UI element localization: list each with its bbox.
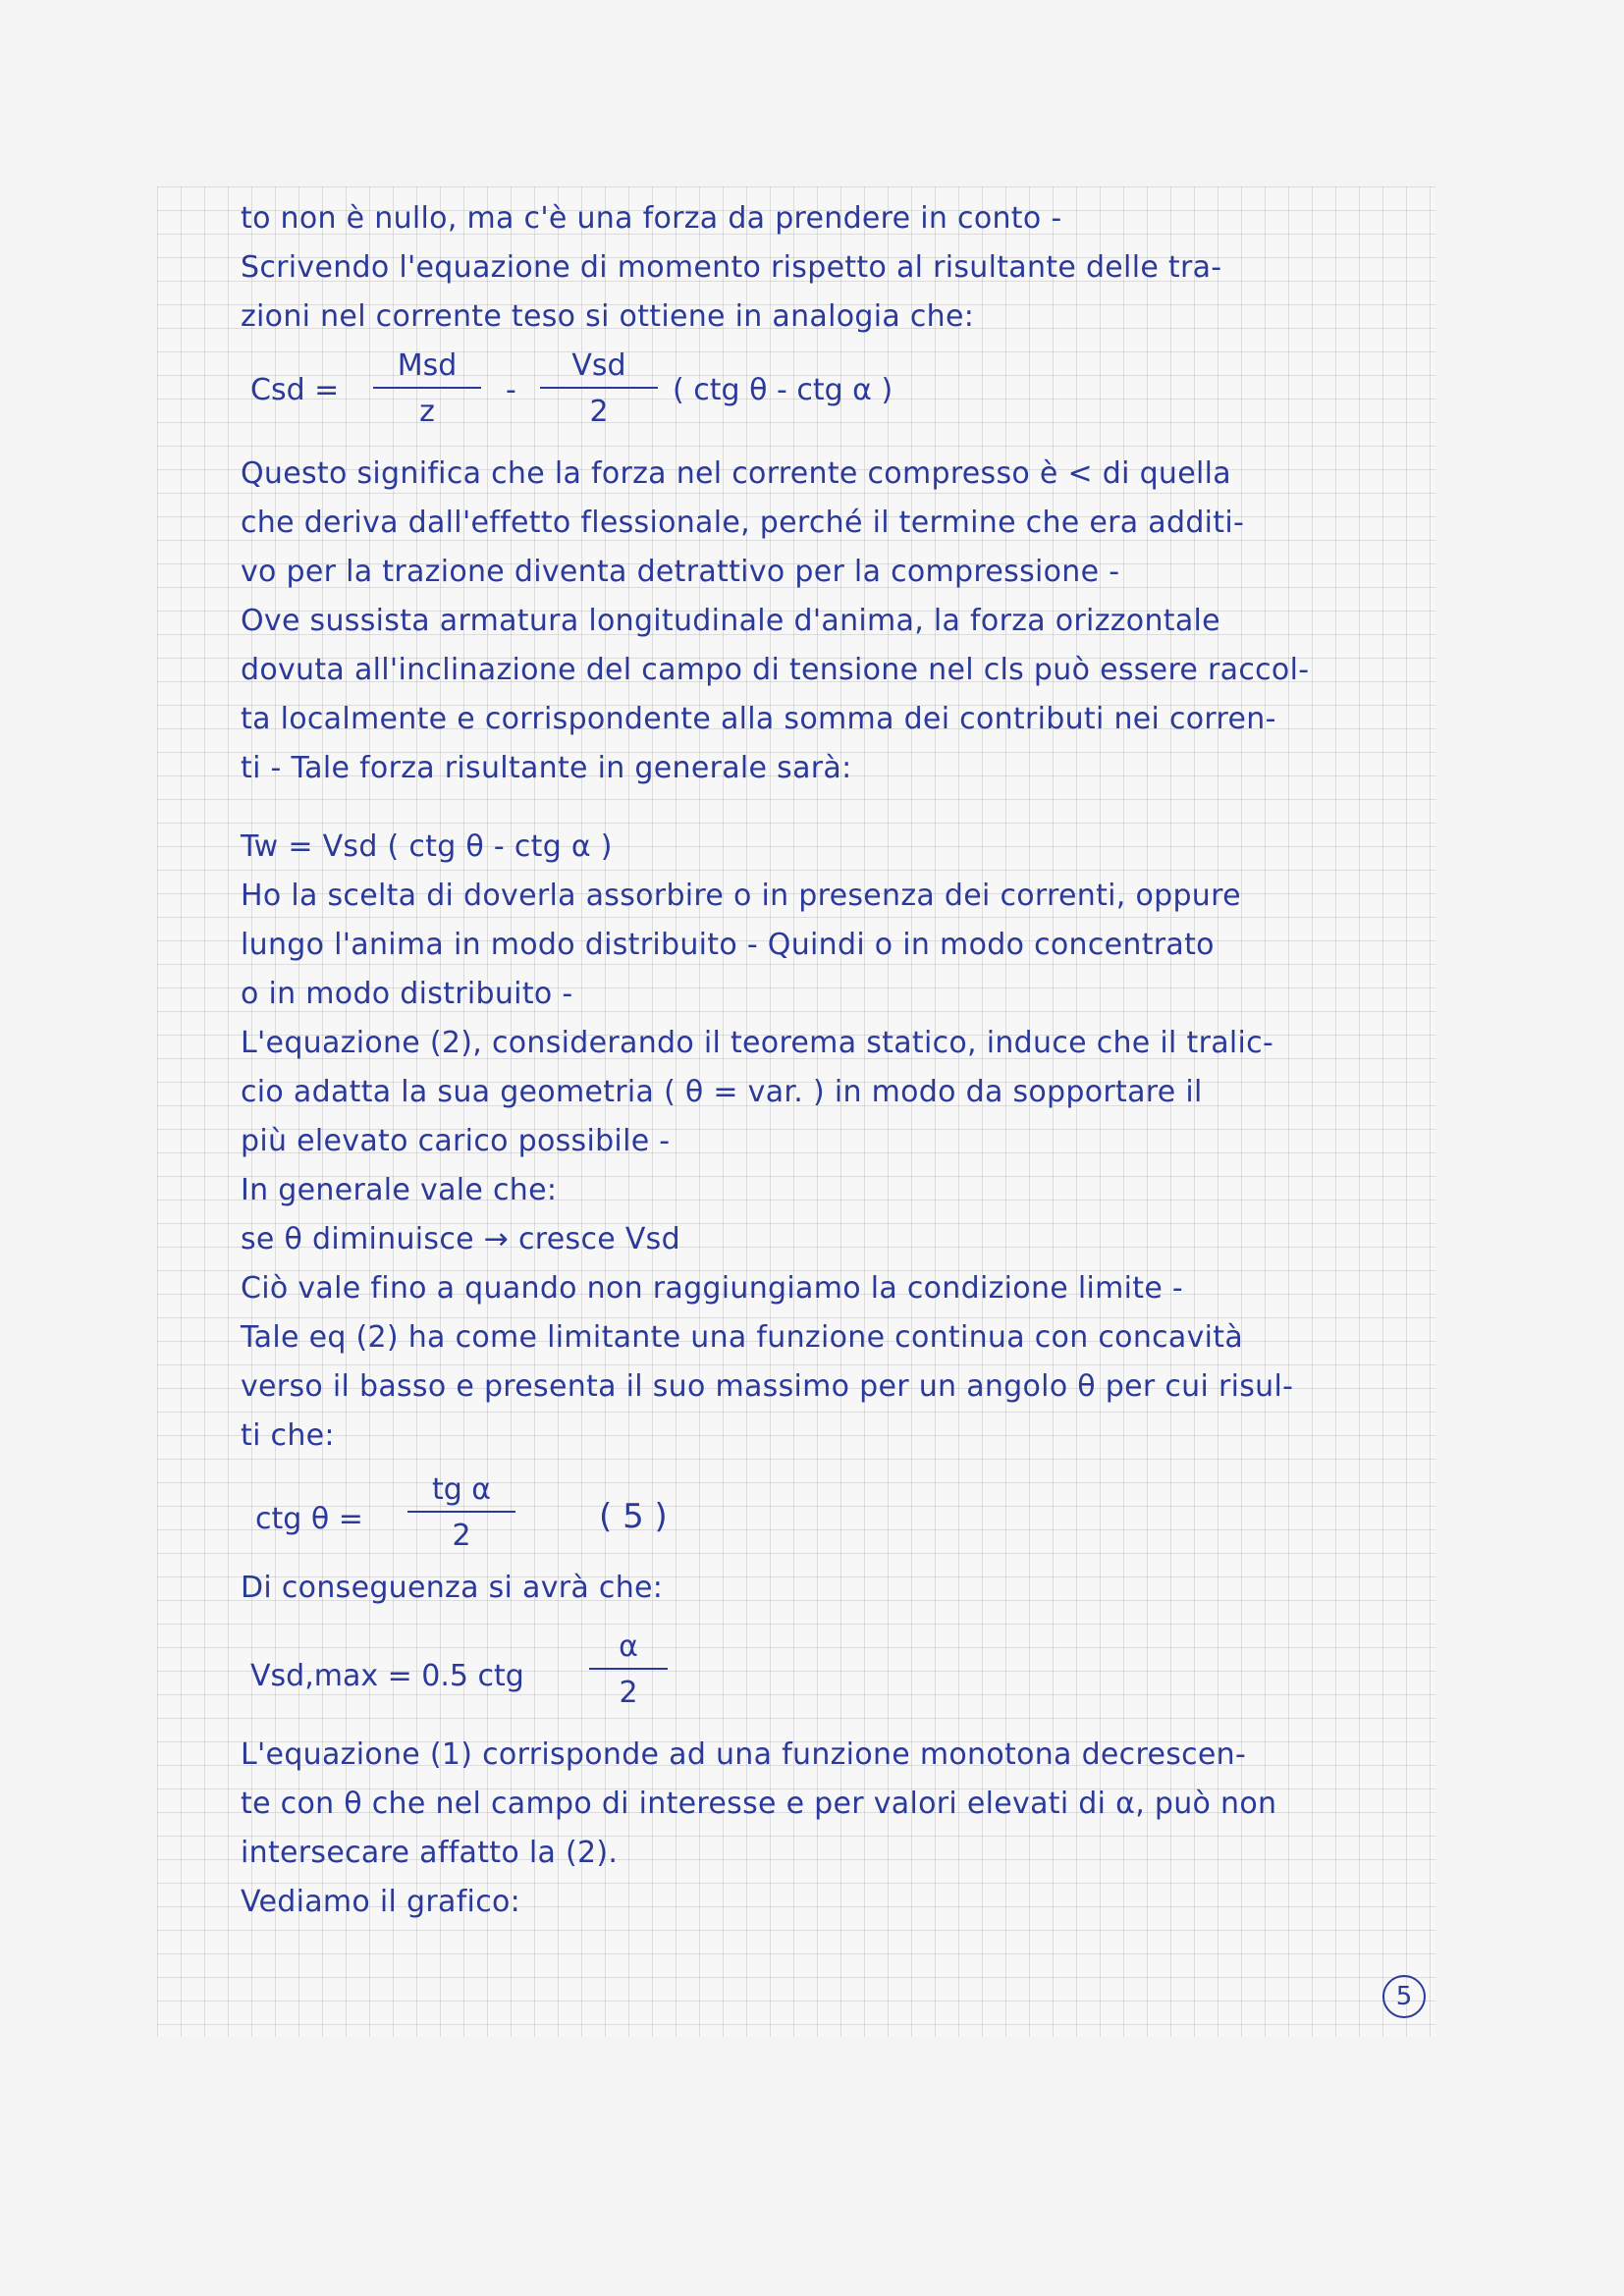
fraction-bar bbox=[540, 387, 658, 389]
denominator: 2 bbox=[589, 395, 609, 429]
text-line: In generale vale che: bbox=[241, 1173, 558, 1207]
fraction-msd-z bbox=[373, 348, 481, 429]
text-line: se θ diminuisce → cresce Vsd bbox=[241, 1222, 680, 1256]
formula-lhs: Csd = bbox=[250, 373, 340, 407]
text-line: dovuta all'inclinazione del campo di tensione nel cls può essere raccol- bbox=[241, 653, 1310, 687]
text-line: Ove sussista armatura longitudinale d'anima, la forza orizzontale bbox=[241, 604, 1220, 638]
text-line: Di conseguenza si avrà che: bbox=[241, 1571, 664, 1605]
numerator: tg α bbox=[431, 1472, 492, 1507]
equation-number: ( 5 ) bbox=[599, 1497, 668, 1536]
text-line: cio adatta la sua geometria ( θ = var. ) in modo da sopportare il bbox=[241, 1075, 1203, 1109]
text-line: zioni nel corrente teso si ottiene in analogia che: bbox=[241, 299, 975, 334]
text-line: Scrivendo l'equazione di momento rispetto al risultante delle tra- bbox=[241, 250, 1222, 285]
text-line: Ho la scelta di doverla assorbire o in presenza dei correnti, oppure bbox=[241, 879, 1241, 913]
page-number: 5 bbox=[1382, 1975, 1426, 2018]
fraction-vsd-2 bbox=[540, 348, 658, 429]
text-line: che deriva dall'effetto flessionale, perché il termine che era additi- bbox=[241, 506, 1245, 540]
fraction-bar bbox=[589, 1668, 668, 1670]
text-line: L'equazione (1) corrisponde ad una funzione monotona decrescen- bbox=[241, 1737, 1247, 1772]
fraction-bar bbox=[373, 387, 481, 389]
text-line: L'equazione (2), considerando il teorema statico, induce che il tralic- bbox=[241, 1026, 1274, 1060]
text-line: ti che: bbox=[241, 1418, 335, 1453]
fraction-tg-alpha-2 bbox=[407, 1472, 515, 1553]
text-line: Questo significa che la forza nel corrente compresso è < di quella bbox=[241, 456, 1231, 491]
formula-lhs: ctg θ = bbox=[255, 1502, 363, 1536]
fraction-bar bbox=[407, 1511, 515, 1513]
denominator: z bbox=[419, 395, 435, 429]
text-line: ta localmente e corrispondente alla somma dei contributi nei corren- bbox=[241, 702, 1276, 736]
text-line: intersecare affatto la (2). bbox=[241, 1836, 619, 1870]
numerator: Vsd bbox=[571, 348, 626, 383]
numerator: α bbox=[619, 1629, 638, 1664]
denominator: 2 bbox=[452, 1519, 471, 1553]
formula-lhs: Vsd,max = 0.5 ctg bbox=[250, 1659, 524, 1693]
denominator: 2 bbox=[619, 1676, 638, 1710]
numerator: Msd bbox=[397, 348, 458, 383]
text-line: Vediamo il grafico: bbox=[241, 1885, 521, 1919]
text-line: vo per la trazione diventa detrattivo per la compressione - bbox=[241, 555, 1120, 589]
text-line: to non è nullo, ma c'è una forza da prendere in conto - bbox=[241, 201, 1062, 236]
text-line: più elevato carico possibile - bbox=[241, 1124, 671, 1158]
text-line: te con θ che nel campo di interesse e per valori elevati di α, può non bbox=[241, 1787, 1277, 1821]
text-line: verso il basso e presenta il suo massimo per un angolo θ per cui risul- bbox=[241, 1369, 1294, 1404]
fraction-alpha-2 bbox=[589, 1629, 668, 1710]
text-line: Ciò vale fino a quando non raggiungiamo la condizione limite - bbox=[241, 1271, 1184, 1306]
text-line: Tale eq (2) ha come limitante una funzione continua con concavità bbox=[241, 1320, 1244, 1355]
formula-tail: ( ctg θ - ctg α ) bbox=[673, 373, 893, 407]
text-line: lungo l'anima in modo distribuito - Quindi o in modo concentrato bbox=[241, 928, 1215, 962]
minus-sign: - bbox=[506, 373, 516, 407]
formula-tw: Tw = Vsd ( ctg θ - ctg α ) bbox=[241, 829, 613, 864]
text-line: ti - Tale forza risultante in generale sarà: bbox=[241, 751, 852, 785]
text-line: o in modo distribuito - bbox=[241, 977, 573, 1011]
